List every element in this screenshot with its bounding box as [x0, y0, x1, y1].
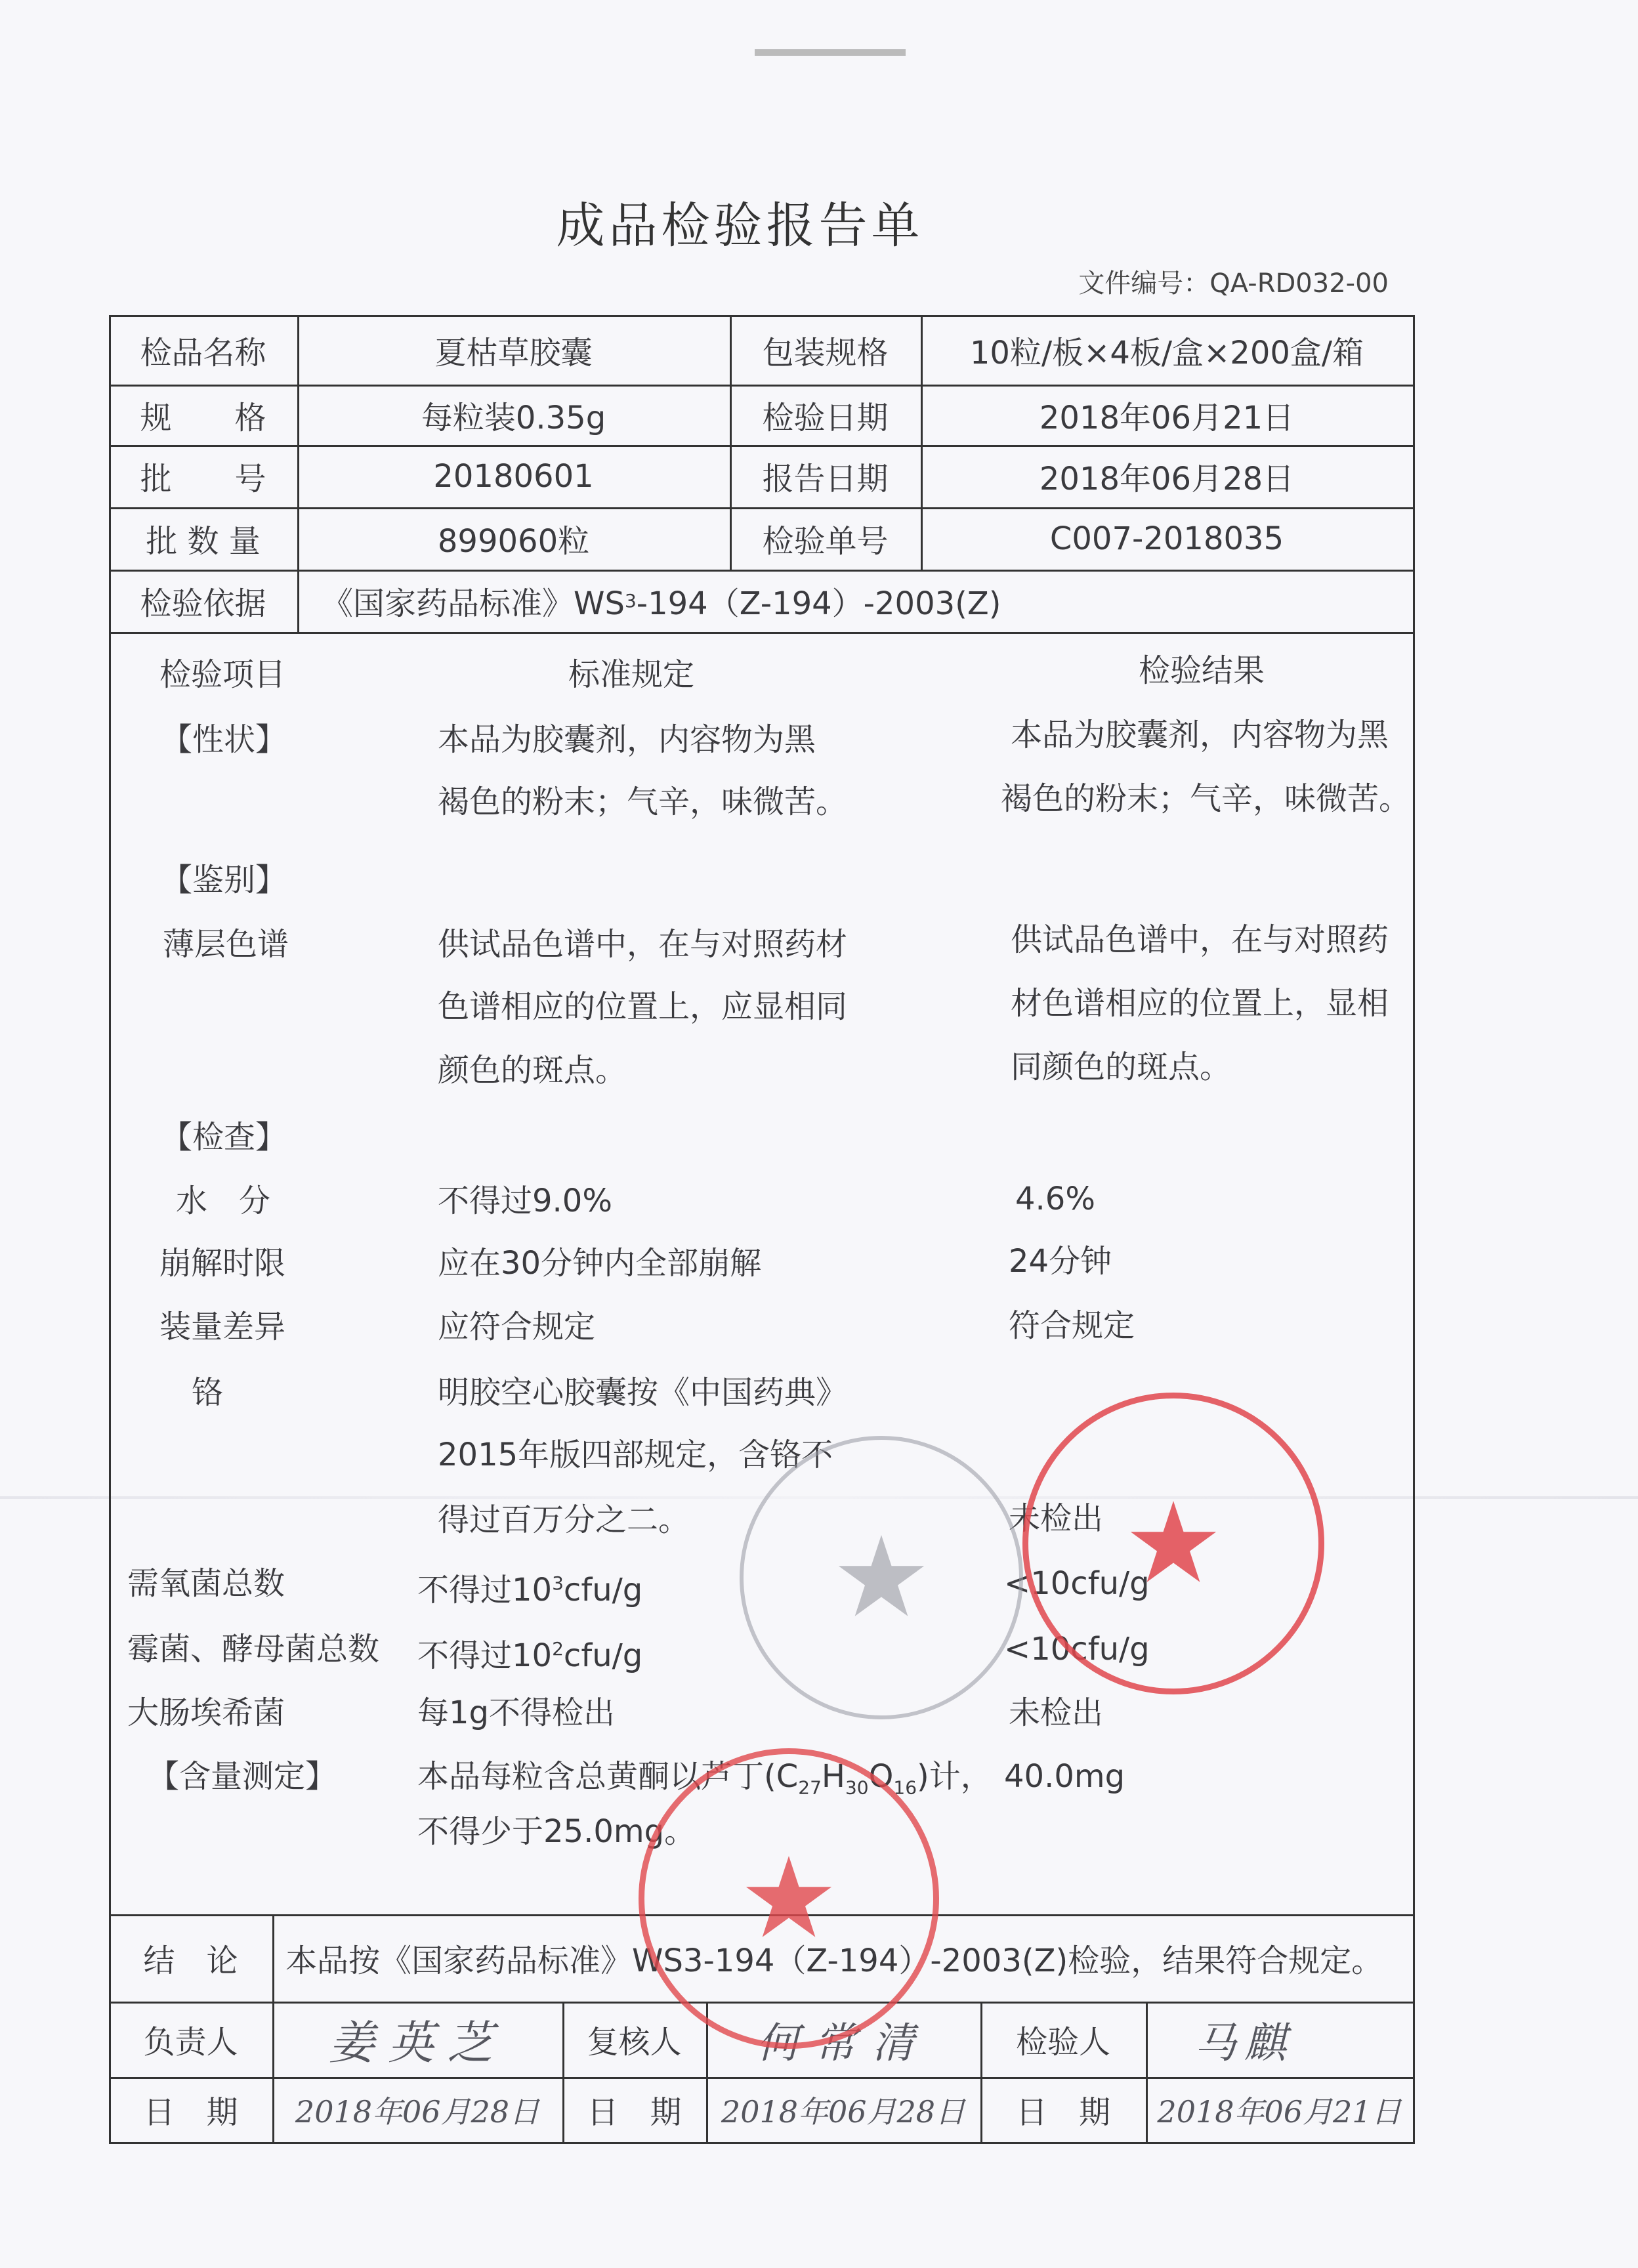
disintegration-standard: 应在30分钟内全部崩解 — [438, 1245, 762, 1282]
chromium-standard-1: 明胶空心胶囊按《中国药典》 — [438, 1374, 848, 1411]
inspector-date-label: 日 期 — [1015, 2094, 1110, 2131]
section-appearance: 【性状】 — [161, 721, 287, 758]
column-header-standard: 标准规定 — [568, 656, 695, 693]
ecoli-standard: 每1g不得检出 — [417, 1694, 616, 1731]
moisture-item: 水 分 — [176, 1183, 271, 1219]
weight-variation-item: 装量差异 — [159, 1309, 286, 1345]
column-header-result: 检验结果 — [1139, 652, 1265, 689]
chromium-standard-3: 得过百万分之二。 — [438, 1502, 690, 1538]
conclusion-text: 本品按《国家药品标准》WS3-194（Z-194）-2003(Z)检验，结果符合规定。 — [285, 1942, 1383, 1979]
assay-standard-1: 本品每粒含总黄酮以芦丁$(C_{27}H_{30}O_{16})$计， — [417, 1758, 992, 1799]
page-title: 成品检验报告单 — [556, 198, 924, 254]
basis-value: 《国家药品标准》WS 3 -194（Z-194）-2003(Z) — [322, 585, 1001, 622]
conclusion-label: 结 论 — [143, 1942, 238, 1979]
quantity-value: 899060粒 — [437, 523, 590, 560]
disintegration-item: 崩解时限 — [159, 1245, 286, 1282]
responsible-label: 负责人 — [143, 2024, 238, 2061]
inspector-label: 检验人 — [1015, 2024, 1110, 2061]
tlc-result-2: 材色谱相应的位置上，显相 — [1011, 985, 1389, 1022]
appearance-result-2: 褐色的粉末；气辛，味微苦。 — [1001, 780, 1411, 817]
mold-standard: 不得过$10^2cfu/g$ — [417, 1637, 643, 1674]
report-date-label: 报告日期 — [762, 461, 889, 497]
reviewer-date-label: 日 期 — [587, 2094, 682, 2131]
tlc-standard-3: 颜色的斑点。 — [438, 1052, 627, 1089]
test-date-label: 检验日期 — [762, 399, 889, 436]
ecoli-item: 大肠埃希菌 — [127, 1694, 285, 1731]
tlc-result-3: 同颜色的斑点。 — [1011, 1049, 1232, 1085]
tlc-result-1: 供试品色谱中，在与对照药 — [1011, 921, 1389, 958]
weight-variation-standard: 应符合规定 — [438, 1309, 596, 1345]
spec-value: 每粒装0.35g — [421, 399, 606, 436]
package-value: 10粒/板×4板/盒×200盒/箱 — [969, 334, 1364, 371]
disintegration-result: 24分钟 — [1009, 1243, 1112, 1280]
reviewer-signature: 何常清 — [757, 2019, 930, 2068]
aerobic-standard: 不得过$10^3cfu/g$ — [417, 1572, 643, 1608]
responsible-date-label: 日 期 — [143, 2094, 238, 2131]
appearance-standard-1: 本品为胶囊剂，内容物为黑 — [438, 721, 816, 758]
star-icon: ★ — [831, 1513, 932, 1643]
star-icon: ★ — [738, 1834, 839, 1964]
package-label: 包装规格 — [762, 334, 889, 371]
mold-result: <10cfu/g — [1004, 1631, 1150, 1668]
gray-seal-stamp — [740, 1436, 1023, 1719]
tlc-standard-1: 供试品色谱中，在与对照药材 — [438, 926, 848, 963]
inspector-signature: 马麒 — [1194, 2019, 1294, 2068]
moisture-standard: 不得过9.0% — [438, 1183, 612, 1219]
section-identification: 【鉴别】 — [161, 862, 287, 898]
batch-value: 20180601 — [433, 457, 594, 495]
ecoli-result: 未检出 — [1009, 1694, 1104, 1731]
moisture-result: 4.6% — [1015, 1181, 1095, 1217]
basis-label: 检验依据 — [140, 585, 266, 622]
product-name: 夏枯草胶囊 — [434, 334, 593, 371]
assay-standard-2: 不得少于25.0mg。 — [417, 1813, 696, 1850]
aerobic-item: 需氧菌总数 — [127, 1565, 285, 1602]
reviewer-date: 2018年06月28日 — [721, 2093, 966, 2130]
appearance-standard-2: 褐色的粉末；气辛，味微苦。 — [438, 784, 848, 820]
chromium-result: 未检出 — [1009, 1500, 1104, 1537]
appearance-result-1: 本品为胶囊剂，内容物为黑 — [1011, 717, 1389, 753]
document-number: 文件编号：QA-RD032-00 — [1078, 268, 1389, 299]
column-header-item: 检验项目 — [159, 656, 286, 693]
spec-label: 规 格 — [140, 399, 266, 436]
scan-mark — [755, 49, 906, 56]
test-number-label: 检验单号 — [762, 523, 889, 560]
tlc-item: 薄层色谱 — [163, 926, 289, 963]
inspector-date: 2018年06月21日 — [1157, 2093, 1402, 2130]
section-inspection: 【检查】 — [161, 1119, 287, 1156]
reviewer-label: 复核人 — [587, 2024, 682, 2061]
chromium-standard-2: 2015年版四部规定，含铬不 — [438, 1437, 833, 1473]
red-seal-stamp-bottom — [639, 1748, 939, 2049]
responsible-signature: 姜英芝 — [329, 2016, 506, 2070]
red-seal-stamp-right — [1022, 1393, 1324, 1694]
tlc-standard-2: 色谱相应的位置上，应显相同 — [438, 988, 848, 1025]
star-icon: ★ — [1123, 1479, 1224, 1608]
mold-item: 霉菌、酵母菌总数 — [127, 1631, 380, 1668]
chromium-item: 铬 — [192, 1374, 224, 1411]
quantity-label: 批 数 量 — [146, 523, 261, 560]
test-date: 2018年06月21日 — [1039, 399, 1295, 436]
assay-result: 40.0mg — [1004, 1758, 1125, 1795]
report-date: 2018年06月28日 — [1039, 461, 1295, 497]
weight-variation-result: 符合规定 — [1009, 1307, 1135, 1344]
batch-label: 批 号 — [140, 461, 266, 497]
responsible-date: 2018年06月28日 — [295, 2093, 540, 2130]
aerobic-result: <10cfu/g — [1004, 1565, 1150, 1602]
product-name-label: 检品名称 — [140, 334, 266, 371]
test-number: C007-2018035 — [1049, 520, 1284, 557]
section-assay: 【含量测定】 — [148, 1758, 337, 1795]
